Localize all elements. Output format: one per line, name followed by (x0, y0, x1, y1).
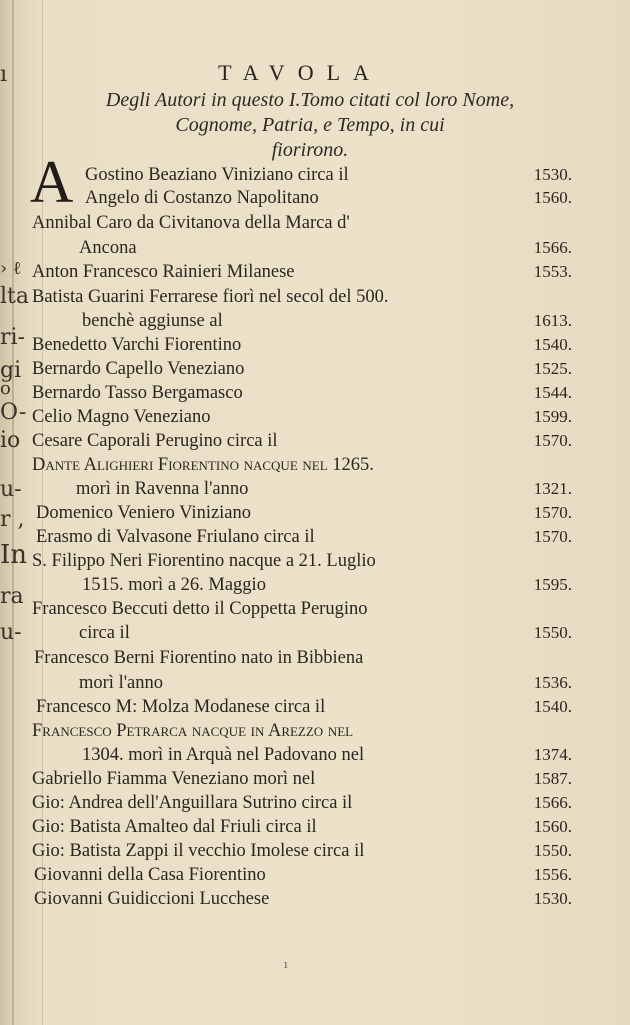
index-entry (32, 839, 572, 863)
entry-year: 1560. (533, 188, 572, 207)
index-entry (32, 260, 572, 284)
entry-text: Erasmo di Valvasone Friulano circa il (36, 527, 315, 547)
entry-text: Anton Francesco Rainieri Milanese (32, 262, 295, 282)
bleed-fragment: u- (0, 620, 22, 645)
entry-text: Gabriello Fiamma Veneziano morì nel (32, 769, 316, 789)
entry-text: Domenico Veniero Viniziano (36, 503, 252, 523)
entry-text: Giovanni Guidiccioni Lucchese (34, 889, 270, 909)
entry-year: 1595. (533, 575, 572, 594)
index-entry (36, 501, 572, 525)
entry-text: Annibal Caro da Civitanova della Marca d' (32, 213, 350, 233)
index-entry (85, 163, 572, 187)
bleed-fragment: In (0, 540, 28, 570)
index-entry (32, 815, 572, 839)
bleed-fragment: u- (0, 477, 22, 502)
index-entry (32, 357, 572, 381)
entry-text: Gostino Beaziano Viniziano circa il (85, 165, 349, 185)
index-entry (32, 549, 572, 573)
bleed-fragment: ra (0, 584, 24, 609)
entry-year: 1570. (533, 527, 572, 546)
entry-year: 1544. (533, 383, 572, 402)
subtitle-line: fiorirono. (271, 139, 349, 161)
entry-text: Gio: Andrea dell'Anguillara Sutrino circa il (32, 793, 353, 813)
page-subtitle (20, 88, 600, 163)
entry-text: Francesco Berni Fiorentino nato in Bibbiena (34, 648, 364, 668)
index-entry (32, 671, 572, 695)
entry-year: 1570. (533, 431, 572, 450)
bleed-fragment: lta (0, 284, 29, 309)
entry-text: circa il (79, 623, 130, 643)
index-entry (32, 211, 572, 235)
entry-year: 1553. (533, 262, 572, 281)
entry-text: Benedetto Varchi Fiorentino (32, 335, 242, 355)
entry-year: 1587. (533, 769, 572, 788)
entry-year: 1530. (533, 889, 572, 908)
bleed-fragment: gi (0, 358, 22, 383)
index-entry (32, 405, 572, 429)
entry-text: benchè aggiunse al (82, 311, 223, 331)
drop-cap: A (30, 149, 74, 215)
entry-text: Bernardo Capello Veneziano (32, 359, 245, 379)
index-entry (85, 186, 572, 210)
entry-year: 1374. (533, 745, 572, 764)
index-entry (32, 767, 572, 791)
index-entry (32, 285, 507, 309)
entry-text: Francesco Petrarca nacque in Arezzo nel (32, 721, 354, 741)
entry-text: Ancona (79, 238, 137, 258)
entry-text: Batista Guarini Ferrarese fiorì nel secol del 500. (32, 287, 389, 307)
entry-year: 1566. (533, 793, 572, 812)
entry-text: Francesco M: Molza Modanese circa il (36, 697, 326, 717)
bleed-fragment: › ℓ (0, 258, 22, 279)
page-mark: ı (284, 958, 288, 971)
bleed-fragment: ı (0, 62, 8, 87)
index-entry (36, 695, 572, 719)
index-entry (32, 429, 572, 453)
entry-year: 1599. (533, 407, 572, 426)
bleed-fragment: r , (0, 507, 25, 532)
page-title: TAVOLA (218, 60, 382, 85)
entry-year: 1566. (533, 238, 572, 257)
bleed-fragment: O- (0, 400, 27, 425)
entry-text: Giovanni della Casa Fiorentino (34, 865, 266, 885)
entry-text: 1304. morì in Arquà nel Padovano nel (82, 745, 365, 765)
bleed-fragment: ri- (0, 325, 25, 350)
entry-text: S. Filippo Neri Fiorentino nacque a 21. Luglio (32, 551, 376, 571)
entry-text: Gio: Batista Zappi il vecchio Imolese circa il (32, 841, 365, 861)
entry-year: 1613. (533, 311, 572, 330)
entry-year: 1550. (533, 841, 572, 860)
subtitle-line: Cognome, Patria, e Tempo, in cui (175, 114, 445, 136)
entry-text: Francesco Beccuti detto il Coppetta Perugino (32, 599, 368, 619)
entry-year: 1525. (533, 359, 572, 378)
index-entry (32, 573, 572, 597)
entry-text: morì in Ravenna l'anno (76, 479, 249, 499)
entry-text: morì l'anno (79, 673, 163, 693)
index-entry (32, 309, 572, 333)
entry-year: 1536. (533, 673, 572, 692)
index-entry (34, 887, 572, 911)
entry-year: 1556. (533, 865, 572, 884)
entry-year: 1540. (533, 335, 572, 354)
entry-text: Celio Magno Veneziano (32, 407, 211, 427)
entry-year: 1530. (533, 165, 572, 184)
index-entry (32, 621, 572, 645)
index-entry (34, 863, 572, 887)
entry-text: Gio: Batista Amalteo dal Friuli circa il (32, 817, 317, 837)
bleed-fragment: o (0, 378, 11, 399)
index-entry (32, 333, 572, 357)
index-entry (26, 477, 572, 501)
index-entry (32, 236, 572, 260)
entry-year: 1550. (533, 623, 572, 642)
entry-year: 1321. (533, 479, 572, 498)
index-entry (32, 597, 572, 621)
subtitle-line: Degli Autori in questo I.Tomo citati col loro Nome, (105, 89, 515, 111)
entry-text: Dante Alighieri Fiorentino nacque nel 1265. (32, 455, 374, 475)
entry-year: 1570. (533, 503, 572, 522)
index-entry (34, 646, 572, 670)
entry-text: Cesare Caporali Perugino circa il (32, 431, 278, 451)
index-entry (32, 453, 572, 477)
entry-year: 1560. (533, 817, 572, 836)
entry-text: Angelo di Costanzo Napolitano (85, 188, 319, 208)
index-entry (36, 525, 572, 549)
index-entry (32, 791, 572, 815)
index-entry (32, 381, 572, 405)
bleed-fragment: io (0, 428, 21, 453)
index-entry (32, 743, 572, 767)
entry-text: Bernardo Tasso Bergamasco (32, 383, 243, 403)
entry-year: 1540. (533, 697, 572, 716)
entry-text: 1515. morì a 26. Maggio (82, 575, 266, 595)
index-entry (32, 719, 572, 743)
